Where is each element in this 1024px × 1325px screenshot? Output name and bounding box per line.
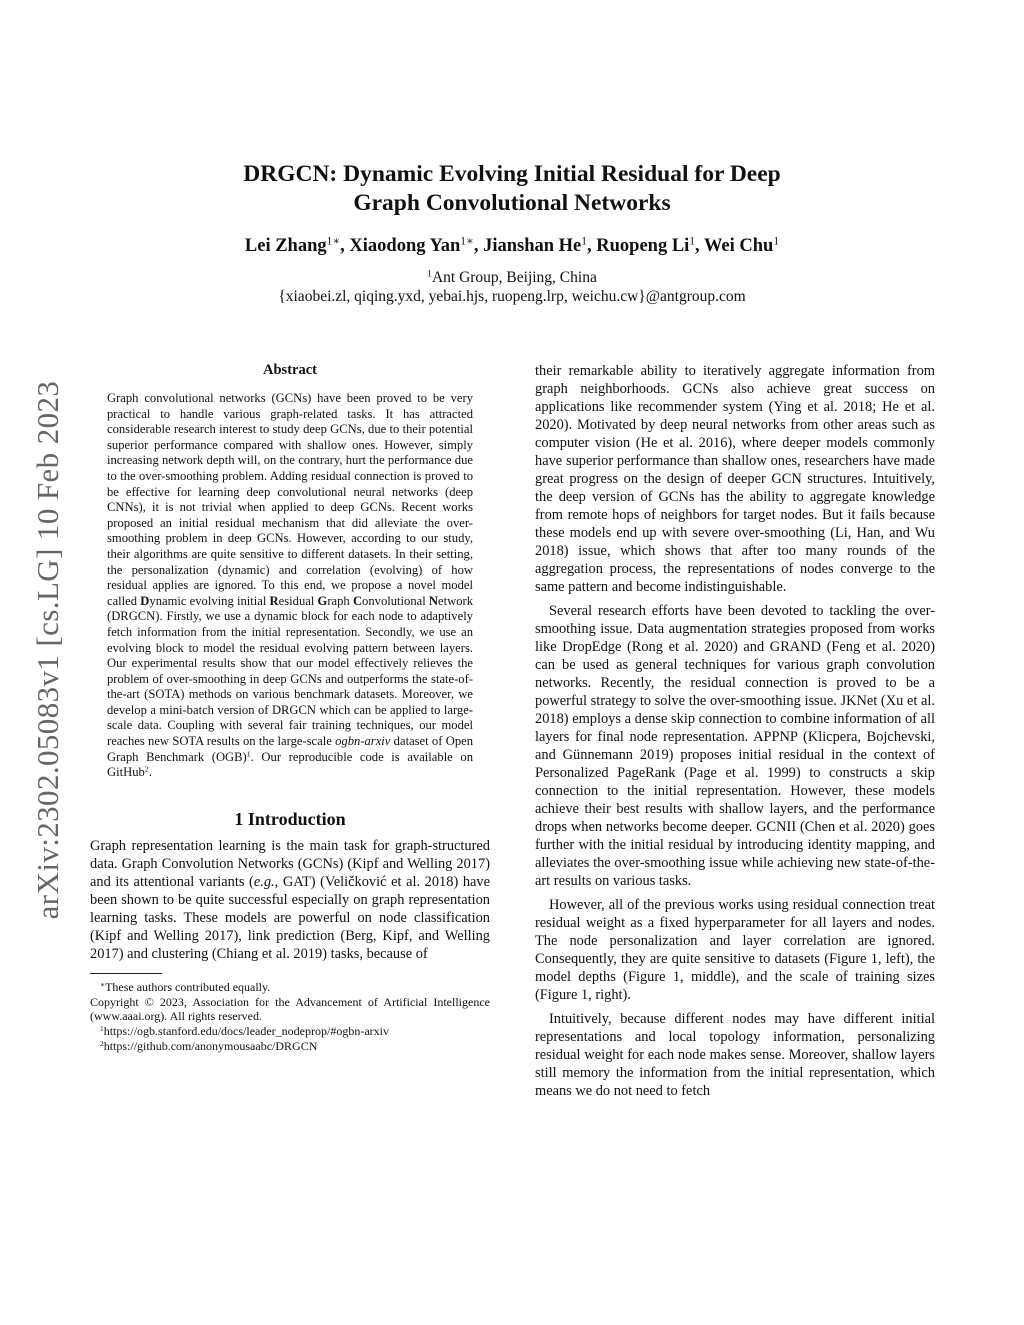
right-column — [535, 362, 935, 1106]
left-column — [90, 362, 490, 1054]
footnote-2: $^2$https://github.com/anonymousaabc/DRGCN — [100, 1038, 318, 1054]
author: Jianshan He$^1$, — [483, 235, 597, 256]
section-heading-introduction: 1 Introduction — [234, 808, 346, 829]
footnotes — [90, 980, 490, 1054]
author: Wei Chu$^1$ — [703, 235, 780, 256]
author: Lei Zhang$^{1∗}$, — [244, 235, 350, 256]
author: Xiaodong Yan$^{1∗}$, — [349, 235, 484, 256]
body-paragraph: Intuitively, because different nodes may have different initial representations and local topology information, personalizing residual weight for each node makes sense. Moreover, shallow layers still memory the information from the initial representation, which means we do not need to fetch — [535, 1011, 935, 1099]
affiliation-block — [120, 268, 904, 306]
arxiv-stamp — [28, 350, 68, 950]
abstract-body — [107, 391, 473, 781]
body-paragraph: However, all of the previous works using residual connection treat residual weight as a fixed hyperparameter for all layers and nodes. The node personalization and layer correlation are ignored. Consequently, they are quite sensitive to datasets (Figure 1, left), the model depths (Figure 1, middle), and the scale of training sizes (Figure 1, right). — [535, 897, 935, 1003]
abstract-heading: Abstract — [263, 362, 317, 378]
footnote-1: $^1$https://ogb.stanford.edu/docs/leader_nodeprop/#ogbn-arxiv — [100, 1024, 389, 1039]
body-paragraph: their remarkable ability to iteratively aggregate information from graph neighborhoods. GCNs also achieve great success on applications like recommender system (Ying et al. 2018; He et al. 2020). Motivated by deep neural networks from other areas such as computer vision (He et al. 2016), where deeper models commonly have superior performance than shallow ones, researchers have made great progress on the design of deeper GCN structures. Intuitively, the deep version of GCNs has the ability to aggregate knowledge from remote hops of neighbors for target nodes. But it fails because these models end up with severe over-smoothing (Li, Han, and Wu 2018) issue, which shows that after too many rounds of the aggregation process, the representations of nodes converge to the same pattern and become indistinguishable. — [535, 363, 935, 595]
intro-paragraph: Graph representation learning is the main task for graph-structured data. Graph Convolution Networks (GCNs) (Kipf and Welling 2017) and its attentional variants (e.g., GAT) (Veličković et al. 2018) have been shown to be quite successful especially on graph representation learning tasks. These models are powerful on node classification (Kipf and Welling 2017), link prediction (Berg, Kipf, and Welling 2017) and clustering (Chiang et al. 2019) tasks, because of — [90, 837, 490, 962]
paper-title — [150, 160, 874, 218]
body-paragraph: Several research efforts have been devoted to tackling the over-smoothing issue. Data augmentation strategies proposed from works like DropEdge (Rong et al. 2020) and GRAND (Feng et al. 2020) can be used as general techniques for various graph convolution networks. Recently, the residual connection is proved to be a powerful strategy to solve the over-smoothing issue. JKNet (Xu et al. 2018) employs a dense skip connection to combine information of all layers for final node representation. APPNP (Klicpera, Bojchevski, and Günnemann 2019) proposes initial residual in the context of Personalized PageRank (Page et al. 1999) to constructs a skip connection to the initial representation. However, these models achieve their best results with shallow layers, and the performance drops when networks become deeper. GCNII (Chen et al. 2020) goes further with the initial residual by introducing identity mapping, and alleviates the over-smoothing issue while achieving new state-of-the-art results on various tasks. — [535, 603, 935, 889]
author: Ruopeng Li$^1$, — [596, 235, 704, 256]
author-emails: {xiaobei.zl, qiqing.yxd, yebai.hjs, ruopeng.lrp, weichu.cw}@antgroup.com — [278, 288, 746, 305]
title-line-1: DRGCN: Dynamic Evolving Initial Residual for Deep — [243, 161, 781, 187]
title-line-2: Graph Convolutional Networks — [353, 190, 671, 216]
introduction-body — [90, 837, 490, 963]
affiliation: $^1$Ant Group, Beijing, China — [427, 268, 597, 286]
abstract-paragraph: Graph convolutional networks (GCNs) have been proved to be very practical to handle various graph-related tasks. It has attracted considerable research interest to study deep GCNs, due to their potential superior performance compared with shallow ones. However, simply increasing network depth will, on the contrary, hurt the performance due to the over-smoothing problem. Adding residual connection is proved to be effective for learning deep convolutional neural networks (deep CNNs), it is not trivial when applied to deep GCNs. Recent works proposed an initial residual mechanism that did alleviate the over-smoothing problem in deep GCNs. However, according to our study, their algorithms are quite sensitive to different datasets. In their setting, the personalization (dynamic) and correlation (evolving) of how residual applies are ignored. To this end, we propose a novel model called Dynamic evolving initial Residual Graph Convolutional Network (DRGCN). Firstly, we use a dynamic block for each node to adaptively fetch information from the initial representation. Secondly, we use an evolving block to model the residual evolving pattern between layers. Our experimental results show that our model effectively relieves the problem of over-smoothing in deep GCNs and outperforms the state-of-the-art (SOTA) methods on various benchmark datasets. Moreover, we develop a mini-batch version of DRGCN which can be applied to large-scale data. Coupling with several fair training techniques, our model reaches new SOTA results on the large-scale ogbn-arxiv dataset of Open Graph Benchmark (OGB)$^1$. Our reproducible code is available on GitHub$^2$. — [107, 391, 474, 780]
footnote-equal-contribution: ∗These authors contributed equally. — [100, 979, 271, 994]
copyright-notice: Copyright © 2023, Association for the Advancement of Artificial Intelligence (www.aaai.org). All rights reserved. — [90, 994, 490, 1024]
footnote-rule — [90, 973, 162, 974]
author-list — [120, 236, 904, 257]
arxiv-id: arXiv:2302.05083v1 [cs.LG] 10 Feb 2023 — [30, 380, 65, 920]
